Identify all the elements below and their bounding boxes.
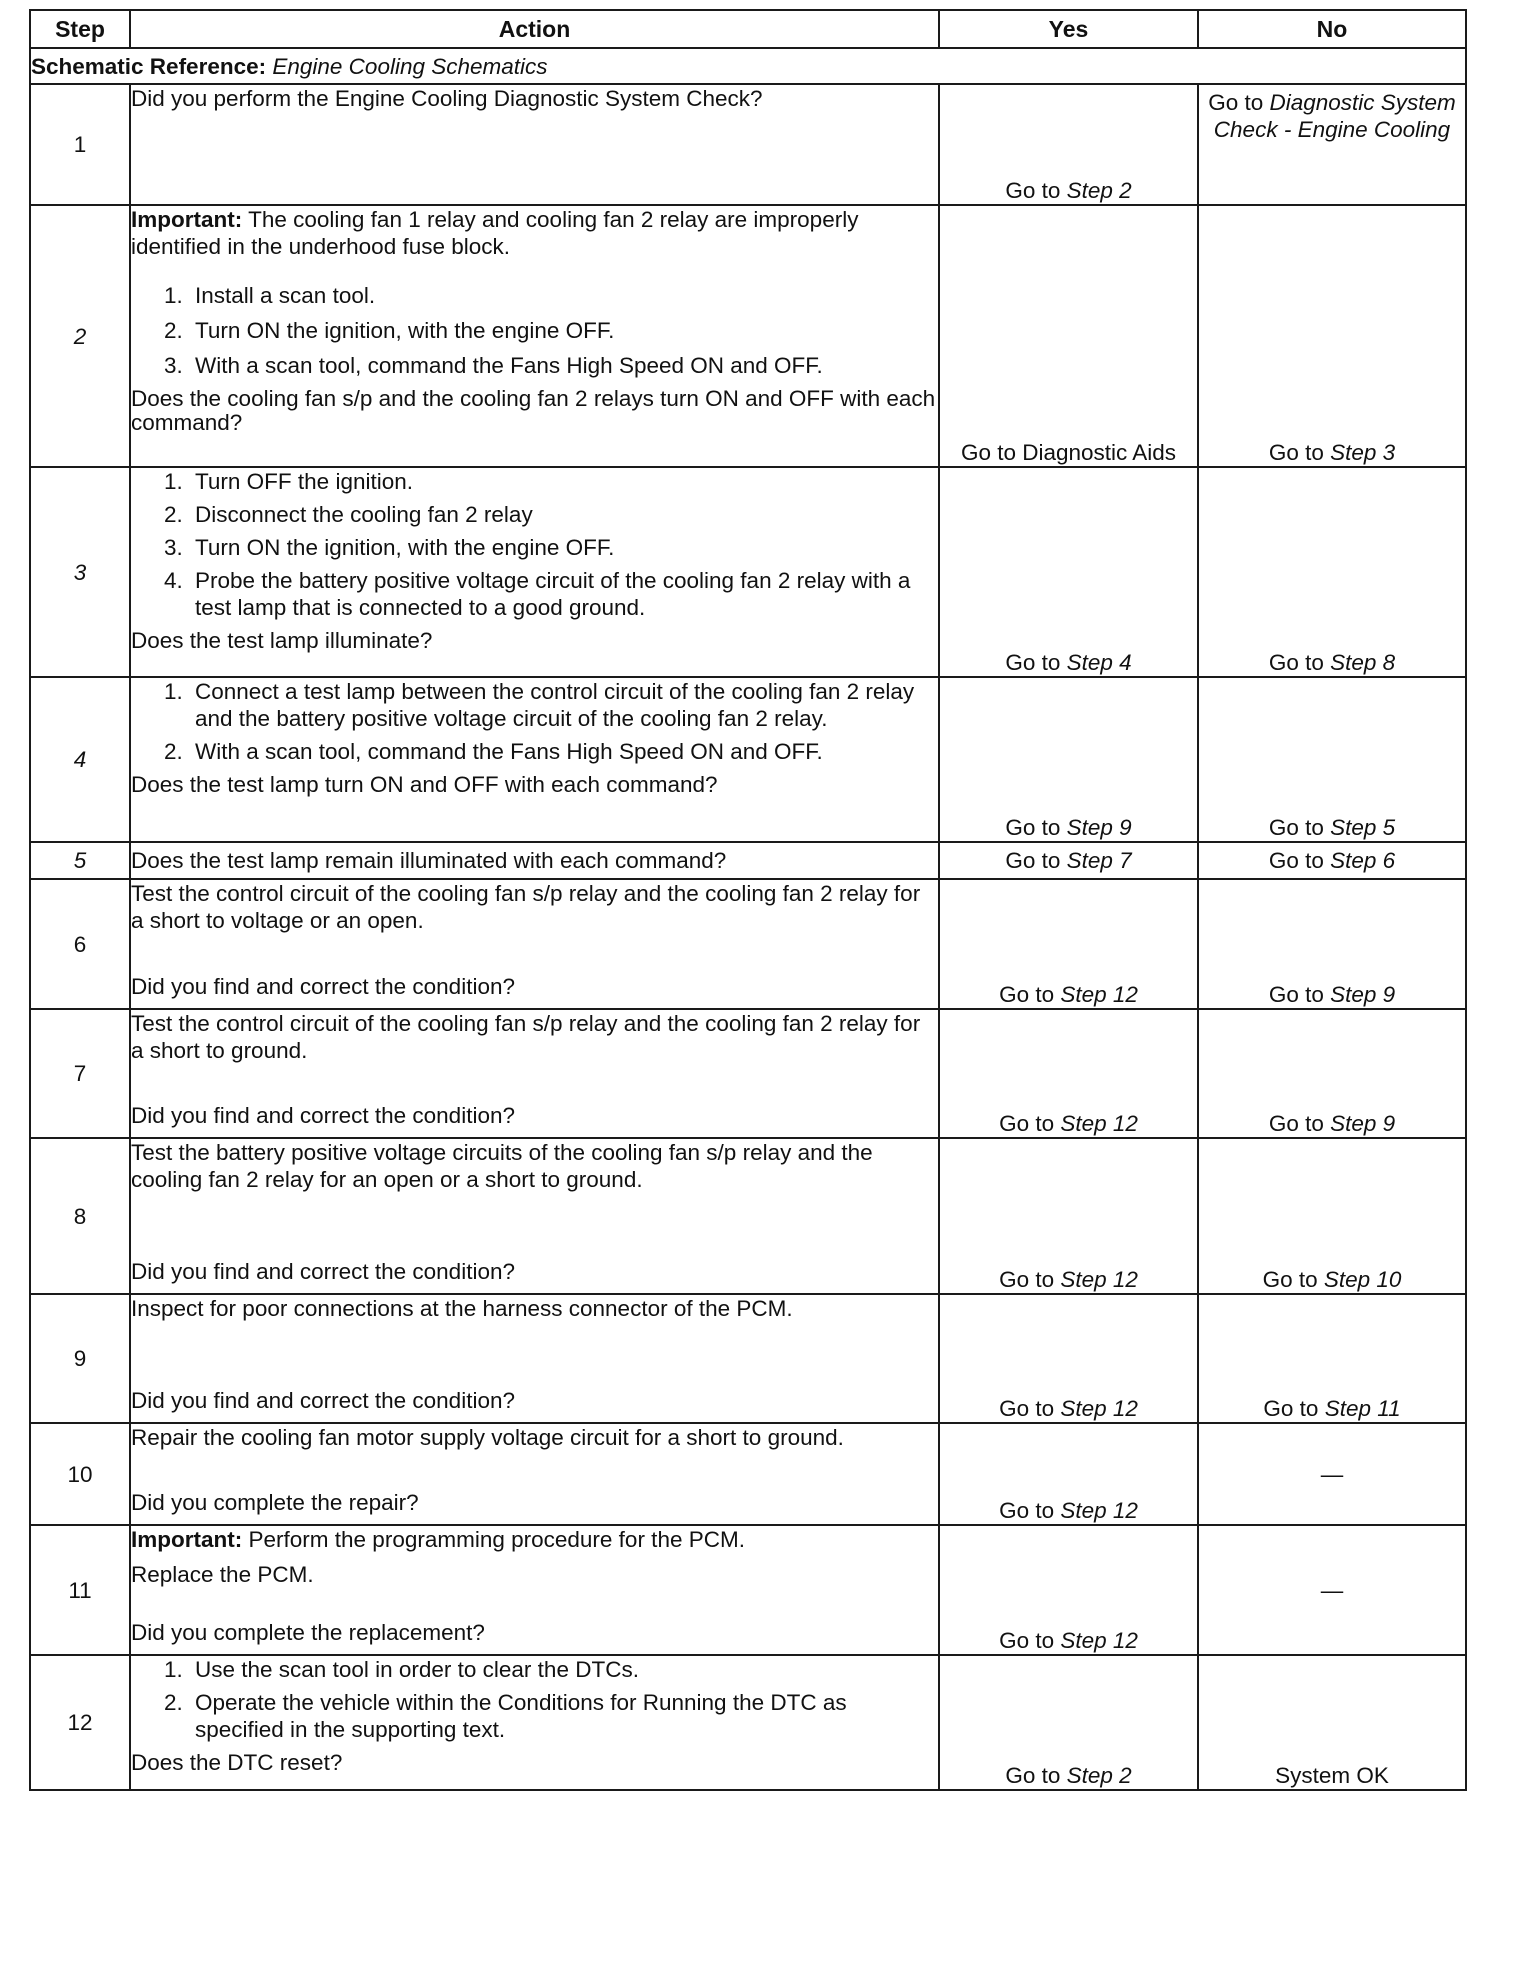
yes-step-ref: Step 12	[1060, 1267, 1138, 1292]
header-action: Action	[130, 10, 939, 48]
question-text: Did you find and correct the condition?	[131, 1103, 515, 1128]
no-cell: Go to Step 9	[1198, 879, 1466, 1009]
no-cell: —	[1198, 1525, 1466, 1655]
action-cell	[130, 1525, 939, 1655]
list-item: 4. Probe the battery positive voltage circuit of the cooling fan 2 relay with a test lamp that is connected to a good ground.	[189, 567, 938, 621]
question-text: Did you find and correct the condition?	[131, 974, 515, 999]
no-step-ref: Step 10	[1323, 1267, 1402, 1292]
schematic-value: Engine Cooling Schematics	[272, 53, 548, 79]
action-text: Replace the PCM.	[131, 1562, 314, 1587]
yes-step-ref: Step 2	[1066, 178, 1132, 203]
procedure-list	[131, 282, 938, 379]
action-text: Inspect for poor connections at the harness connector of the PCM.	[131, 1296, 793, 1321]
step-number: 9	[30, 1294, 130, 1423]
step-number: 5	[30, 842, 130, 879]
table-row	[30, 84, 1466, 205]
yes-step-ref: Step 12	[1060, 982, 1138, 1007]
action-cell	[130, 205, 939, 467]
table-row	[30, 1138, 1466, 1294]
question-text: Does the DTC reset?	[131, 1750, 343, 1775]
no-cell: Go to Diagnostic System Check - Engine Cooling	[1198, 84, 1466, 205]
yes-cell: Go to Step 7	[939, 842, 1198, 879]
no-step-ref: Diagnostic System Check - Engine Cooling	[1213, 90, 1456, 142]
table-row	[30, 677, 1466, 842]
list-item: 3. Turn ON the ignition, with the engine OFF.	[189, 534, 938, 561]
header-yes: Yes	[939, 10, 1198, 48]
action-text: Repair the cooling fan motor supply voltage circuit for a short to ground.	[131, 1425, 844, 1450]
no-cell: Go to Step 8	[1198, 467, 1466, 677]
no-cell: Go to Step 11	[1198, 1294, 1466, 1423]
question-text: Does the cooling fan s/p and the cooling fan 2 relays turn ON and OFF with each command?	[131, 386, 936, 435]
question-text: Did you complete the replacement?	[131, 1620, 485, 1645]
step-number: 12	[30, 1655, 130, 1790]
yes-step-ref: Step 7	[1066, 848, 1132, 873]
action-text: Test the control circuit of the cooling fan s/p relay and the cooling fan 2 relay for a short to voltage or an open.	[131, 881, 921, 933]
table-row	[30, 879, 1466, 1009]
action-cell	[130, 84, 939, 205]
list-item: 2. With a scan tool, command the Fans High Speed ON and OFF.	[189, 738, 938, 765]
action-cell	[130, 842, 939, 879]
no-cell: System OK	[1198, 1655, 1466, 1790]
step-number: 1	[30, 84, 130, 205]
yes-cell: Go to Step 4	[939, 467, 1198, 677]
yes-cell: Go to Step 9	[939, 677, 1198, 842]
step-number: 10	[30, 1423, 130, 1525]
table-row	[30, 1294, 1466, 1423]
important-note: Important: Perform the programming procedure for the PCM.	[131, 1527, 745, 1552]
action-cell	[130, 467, 939, 677]
procedure-list	[131, 678, 938, 765]
no-cell: —	[1198, 1423, 1466, 1525]
table-row	[30, 842, 1466, 879]
question-text: Did you find and correct the condition?	[131, 1388, 515, 1413]
yes-step-ref: Step 2	[1066, 1763, 1132, 1788]
list-item: 2. Operate the vehicle within the Conditions for Running the DTC as specified in the supporting text.	[189, 1689, 938, 1743]
action-cell	[130, 677, 939, 842]
step-number: 7	[30, 1009, 130, 1138]
yes-step-ref: Step 12	[1060, 1111, 1138, 1136]
schematic-label: Schematic Reference:	[31, 53, 267, 79]
table-row	[30, 1655, 1466, 1790]
yes-step-ref: Step 4	[1066, 650, 1132, 675]
yes-step-ref: Step 12	[1060, 1498, 1138, 1523]
table-row	[30, 1423, 1466, 1525]
yes-cell: Go to Step 12	[939, 879, 1198, 1009]
yes-cell: Go to Step 12	[939, 1525, 1198, 1655]
header-no: No	[1198, 10, 1466, 48]
table-row	[30, 1525, 1466, 1655]
no-cell: Go to Step 9	[1198, 1009, 1466, 1138]
question-text: Does the test lamp remain illuminated with each command?	[131, 848, 727, 873]
procedure-list	[131, 1656, 938, 1743]
table-row	[30, 467, 1466, 677]
yes-cell: Go to Step 2	[939, 1655, 1198, 1790]
question-text: Did you find and correct the condition?	[131, 1259, 515, 1284]
action-text: Did you perform the Engine Cooling Diagnostic System Check?	[131, 86, 763, 111]
procedure-list	[131, 468, 938, 621]
yes-cell: Go to Step 12	[939, 1009, 1198, 1138]
question-text: Does the test lamp illuminate?	[131, 628, 433, 653]
action-cell	[130, 1009, 939, 1138]
schematic-row	[30, 48, 1466, 84]
list-item: 2. Turn ON the ignition, with the engine OFF.	[189, 317, 938, 344]
important-note: Important: The cooling fan 1 relay and cooling fan 2 relay are improperly identified in the underhood fuse block.	[131, 207, 859, 259]
step-number: 3	[30, 467, 130, 677]
list-item: 1. Connect a test lamp between the control circuit of the cooling fan 2 relay and the battery positive voltage circuit of the cooling fan 2 relay.	[189, 678, 938, 732]
action-text: Test the battery positive voltage circuits of the cooling fan s/p relay and the cooling fan 2 relay for an open or a short to ground.	[131, 1140, 873, 1192]
yes-step-ref: Step 12	[1060, 1396, 1138, 1421]
step-number: 2	[30, 205, 130, 467]
header-row	[30, 10, 1466, 48]
no-step-ref: Step 5	[1330, 815, 1396, 840]
no-step-ref: Step 9	[1330, 982, 1396, 1007]
no-cell: Go to Step 6	[1198, 842, 1466, 879]
no-cell: Go to Step 5	[1198, 677, 1466, 842]
no-step-ref: Step 6	[1330, 848, 1396, 873]
no-step-ref: Step 8	[1330, 650, 1396, 675]
no-cell: Go to Step 3	[1198, 205, 1466, 467]
action-cell	[130, 879, 939, 1009]
action-cell	[130, 1655, 939, 1790]
list-item: 3. With a scan tool, command the Fans High Speed ON and OFF.	[189, 352, 938, 379]
action-cell	[130, 1423, 939, 1525]
yes-cell: Go to Step 12	[939, 1423, 1198, 1525]
header-step: Step	[30, 10, 130, 48]
action-cell	[130, 1294, 939, 1423]
step-number: 11	[30, 1525, 130, 1655]
question-text: Does the test lamp turn ON and OFF with each command?	[131, 772, 718, 797]
step-number: 6	[30, 879, 130, 1009]
diagnostic-table	[29, 9, 1467, 1791]
question-text: Did you complete the repair?	[131, 1490, 419, 1515]
table-row	[30, 205, 1466, 467]
no-step-ref: Step 9	[1330, 1111, 1396, 1136]
table-row	[30, 1009, 1466, 1138]
list-item: 1. Turn OFF the ignition.	[189, 468, 938, 495]
yes-cell: Go to Step 12	[939, 1294, 1198, 1423]
yes-cell: Go to Diagnostic Aids	[939, 205, 1198, 467]
no-cell: Go to Step 10	[1198, 1138, 1466, 1294]
step-number: 4	[30, 677, 130, 842]
yes-cell: Go to Step 2	[939, 84, 1198, 205]
step-number: 8	[30, 1138, 130, 1294]
action-cell	[130, 1138, 939, 1294]
list-item: 1. Install a scan tool.	[189, 282, 938, 309]
yes-cell: Go to Step 12	[939, 1138, 1198, 1294]
no-step-ref: Step 11	[1324, 1396, 1401, 1421]
list-item: 2. Disconnect the cooling fan 2 relay	[189, 501, 938, 528]
list-item: 1. Use the scan tool in order to clear the DTCs.	[189, 1656, 938, 1683]
no-step-ref: Step 3	[1330, 440, 1396, 465]
yes-step-ref: Step 12	[1060, 1628, 1138, 1653]
yes-step-ref: Step 9	[1066, 815, 1132, 840]
action-text: Test the control circuit of the cooling fan s/p relay and the cooling fan 2 relay for a short to ground.	[131, 1011, 921, 1063]
